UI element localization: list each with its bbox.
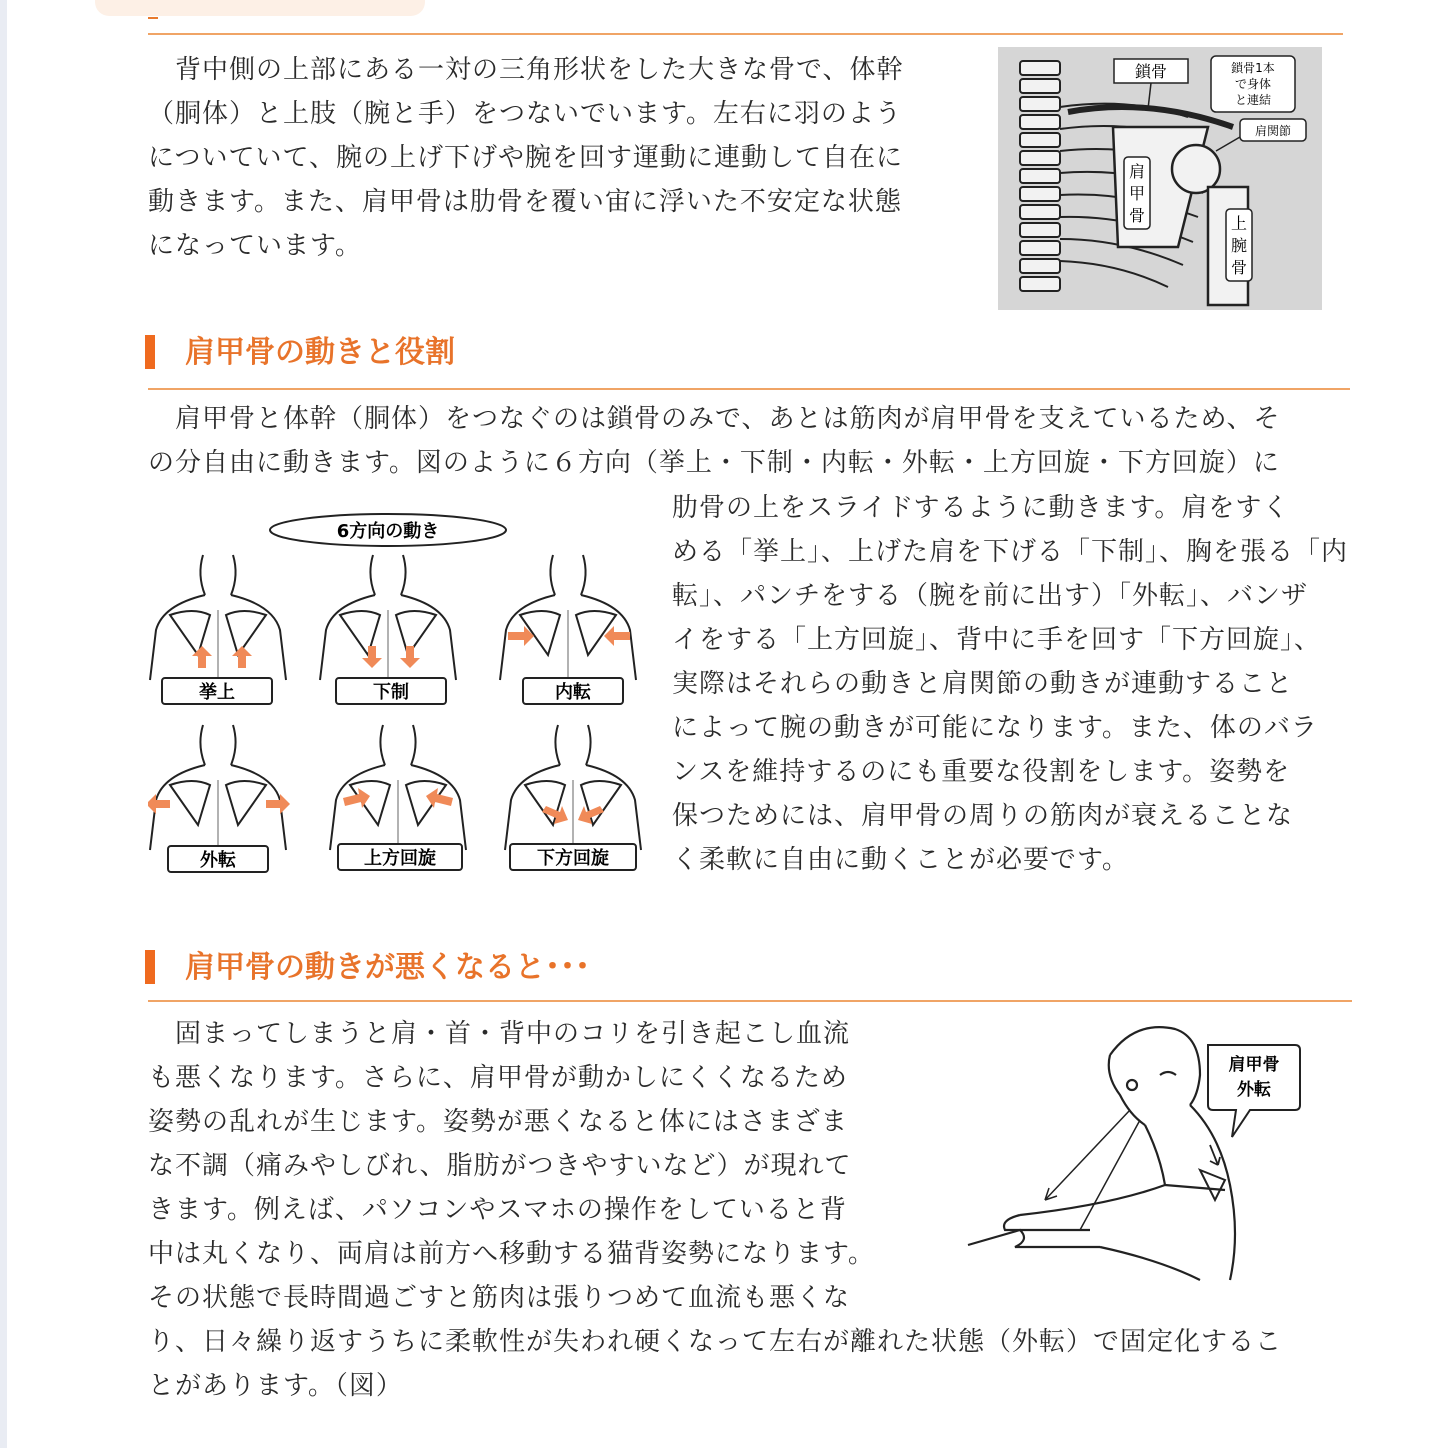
section2-divider (148, 388, 1350, 390)
six-movements-figure (148, 510, 648, 880)
humerus-label-char: 腕 (1230, 236, 1248, 255)
figure-title: 6方向の動き (336, 521, 440, 542)
movement-label: 内転 (555, 682, 591, 703)
movement-protraction (148, 725, 290, 872)
movement-label: 外転 (200, 850, 236, 871)
text-line: 背中側の上部にある一対の三角形状をした大きな骨で、体幹 (148, 55, 904, 85)
movement-elevation (150, 555, 286, 704)
text-line: 姿勢の乱れが生じます。姿勢が悪くなると体にはさまざま (148, 1107, 848, 1137)
text-line: きます。例えば、パソコンやスマホの操作をしていると背 (148, 1195, 847, 1225)
text-line: める「挙上」、上げた肩を下げる「下制」、胸を張る「内 (672, 537, 1349, 567)
text-line: ンスを維持するのにも重要な役割をします。姿勢を (672, 757, 1291, 787)
movement-upward-rotation (330, 725, 466, 870)
text-line: （胴体）と上肢（腕と手）をつないでいます。左右に羽のよう (148, 99, 902, 129)
heading-bar-icon (145, 950, 155, 984)
note-line-2: で身体 (1234, 77, 1272, 91)
movement-label: 下制 (373, 682, 409, 703)
section3-heading (145, 948, 590, 988)
top-tick-decoration (148, 17, 158, 19)
section2-intro (148, 397, 1280, 485)
text-line: な不調（痛みやしびれ、脂肪がつきやすいなど）が現れて (148, 1151, 852, 1181)
text-line: 保つためには、肩甲骨の周りの筋肉が衰えることな (672, 801, 1294, 831)
clavicle-label: 鎖骨 (1134, 62, 1168, 81)
scapula-anatomy-figure (998, 47, 1322, 310)
hunched-posture-figure (960, 1015, 1340, 1300)
section2-heading (145, 333, 455, 373)
text-line: によって腕の動きが可能になります。また、体のバラ (672, 713, 1318, 743)
text-line: く柔軟に自由に動くことが必要です。 (672, 845, 1129, 875)
section3-divider (148, 1000, 1352, 1002)
section2-heading-text: 肩甲骨の動きと役割 (185, 335, 455, 370)
movement-label: 挙上 (199, 682, 235, 703)
text-line: の分自由に動きます。図のように６方向（挙上・下制・内転・外転・上方回旋・下方回旋）に (148, 448, 1280, 478)
scapula-label-box (1124, 157, 1150, 229)
scapula-label-char: 骨 (1128, 206, 1146, 225)
text-line: その状態で長時間過ごすと筋肉は張りつめて血流も悪くな (148, 1283, 851, 1313)
top-divider (148, 33, 1343, 35)
section3-heading-text: 肩甲骨の動きが悪くなると･･･ (185, 950, 590, 985)
shoulder-joint-label: 肩関節 (1254, 124, 1292, 138)
section2-side-text (672, 486, 1348, 882)
text-line: も悪くなります。さらに、肩甲骨が動かしにくくなるため (148, 1063, 848, 1093)
text-line: になっています。 (148, 231, 362, 261)
text-line: 肋骨の上をスライドするように動きます。肩をすく (672, 493, 1290, 523)
left-page-edge (0, 0, 7, 1448)
bubble-line-1: 肩甲骨 (1228, 1055, 1280, 1075)
scapula-label-char: 甲 (1128, 184, 1146, 203)
text-line: 肩甲骨と体幹（胴体）をつなぐのは鎖骨のみで、あとは筋肉が肩甲骨を支えているため、そ (148, 404, 1281, 434)
scapula-label-char: 肩 (1128, 162, 1146, 181)
movement-downward-rotation (505, 725, 641, 870)
note-line-1: 鎖骨1本 (1231, 61, 1275, 75)
text-line: り、日々繰り返すうちに柔軟性が失われ硬くなって左右が離れた状態（外転）で固定化するこ (148, 1327, 1283, 1357)
text-line: についていて、腕の上げ下げや腕を回す運動に連動して自在に (148, 143, 903, 173)
text-line: 転」、パンチをする（腕を前に出す）「外転」、バンザ (672, 581, 1309, 611)
bubble-line-2: 外転 (1237, 1080, 1271, 1100)
movement-label: 上方回旋 (364, 848, 436, 869)
movement-depression (320, 555, 456, 704)
clavicle-note-box (1211, 56, 1295, 112)
text-line: 動きます。また、肩甲骨は肋骨を覆い宙に浮いた不安定な状態 (148, 187, 902, 217)
humerus-label-box (1226, 209, 1252, 281)
section1-paragraph (148, 48, 903, 268)
humerus-label-char: 上 (1230, 214, 1248, 233)
movement-retraction (500, 555, 636, 704)
text-line: 中は丸くなり、両肩は前方へ移動する猫背姿勢になります。 (148, 1239, 875, 1269)
scapula-protraction-bubble (1208, 1045, 1300, 1137)
text-line: 固まってしまうと肩・首・背中のコリを引き起こし血流 (148, 1019, 851, 1049)
movement-label: 下方回旋 (537, 848, 609, 869)
heading-bar-icon (145, 335, 155, 369)
humerus-label-char: 骨 (1230, 258, 1248, 277)
person-illustration (968, 1027, 1235, 1280)
text-line: 実際はそれらの動きと肩関節の動きが連動すること (672, 669, 1294, 699)
note-line-3: と連結 (1234, 93, 1272, 107)
top-tab-decoration (95, 0, 425, 16)
section3-body (148, 1012, 875, 1320)
text-line: とがあります。（図） (148, 1371, 403, 1401)
text-line: イをする「上方回旋」、背中に手を回す「下方回旋」、 (672, 625, 1322, 655)
section3-tail (148, 1320, 1282, 1408)
